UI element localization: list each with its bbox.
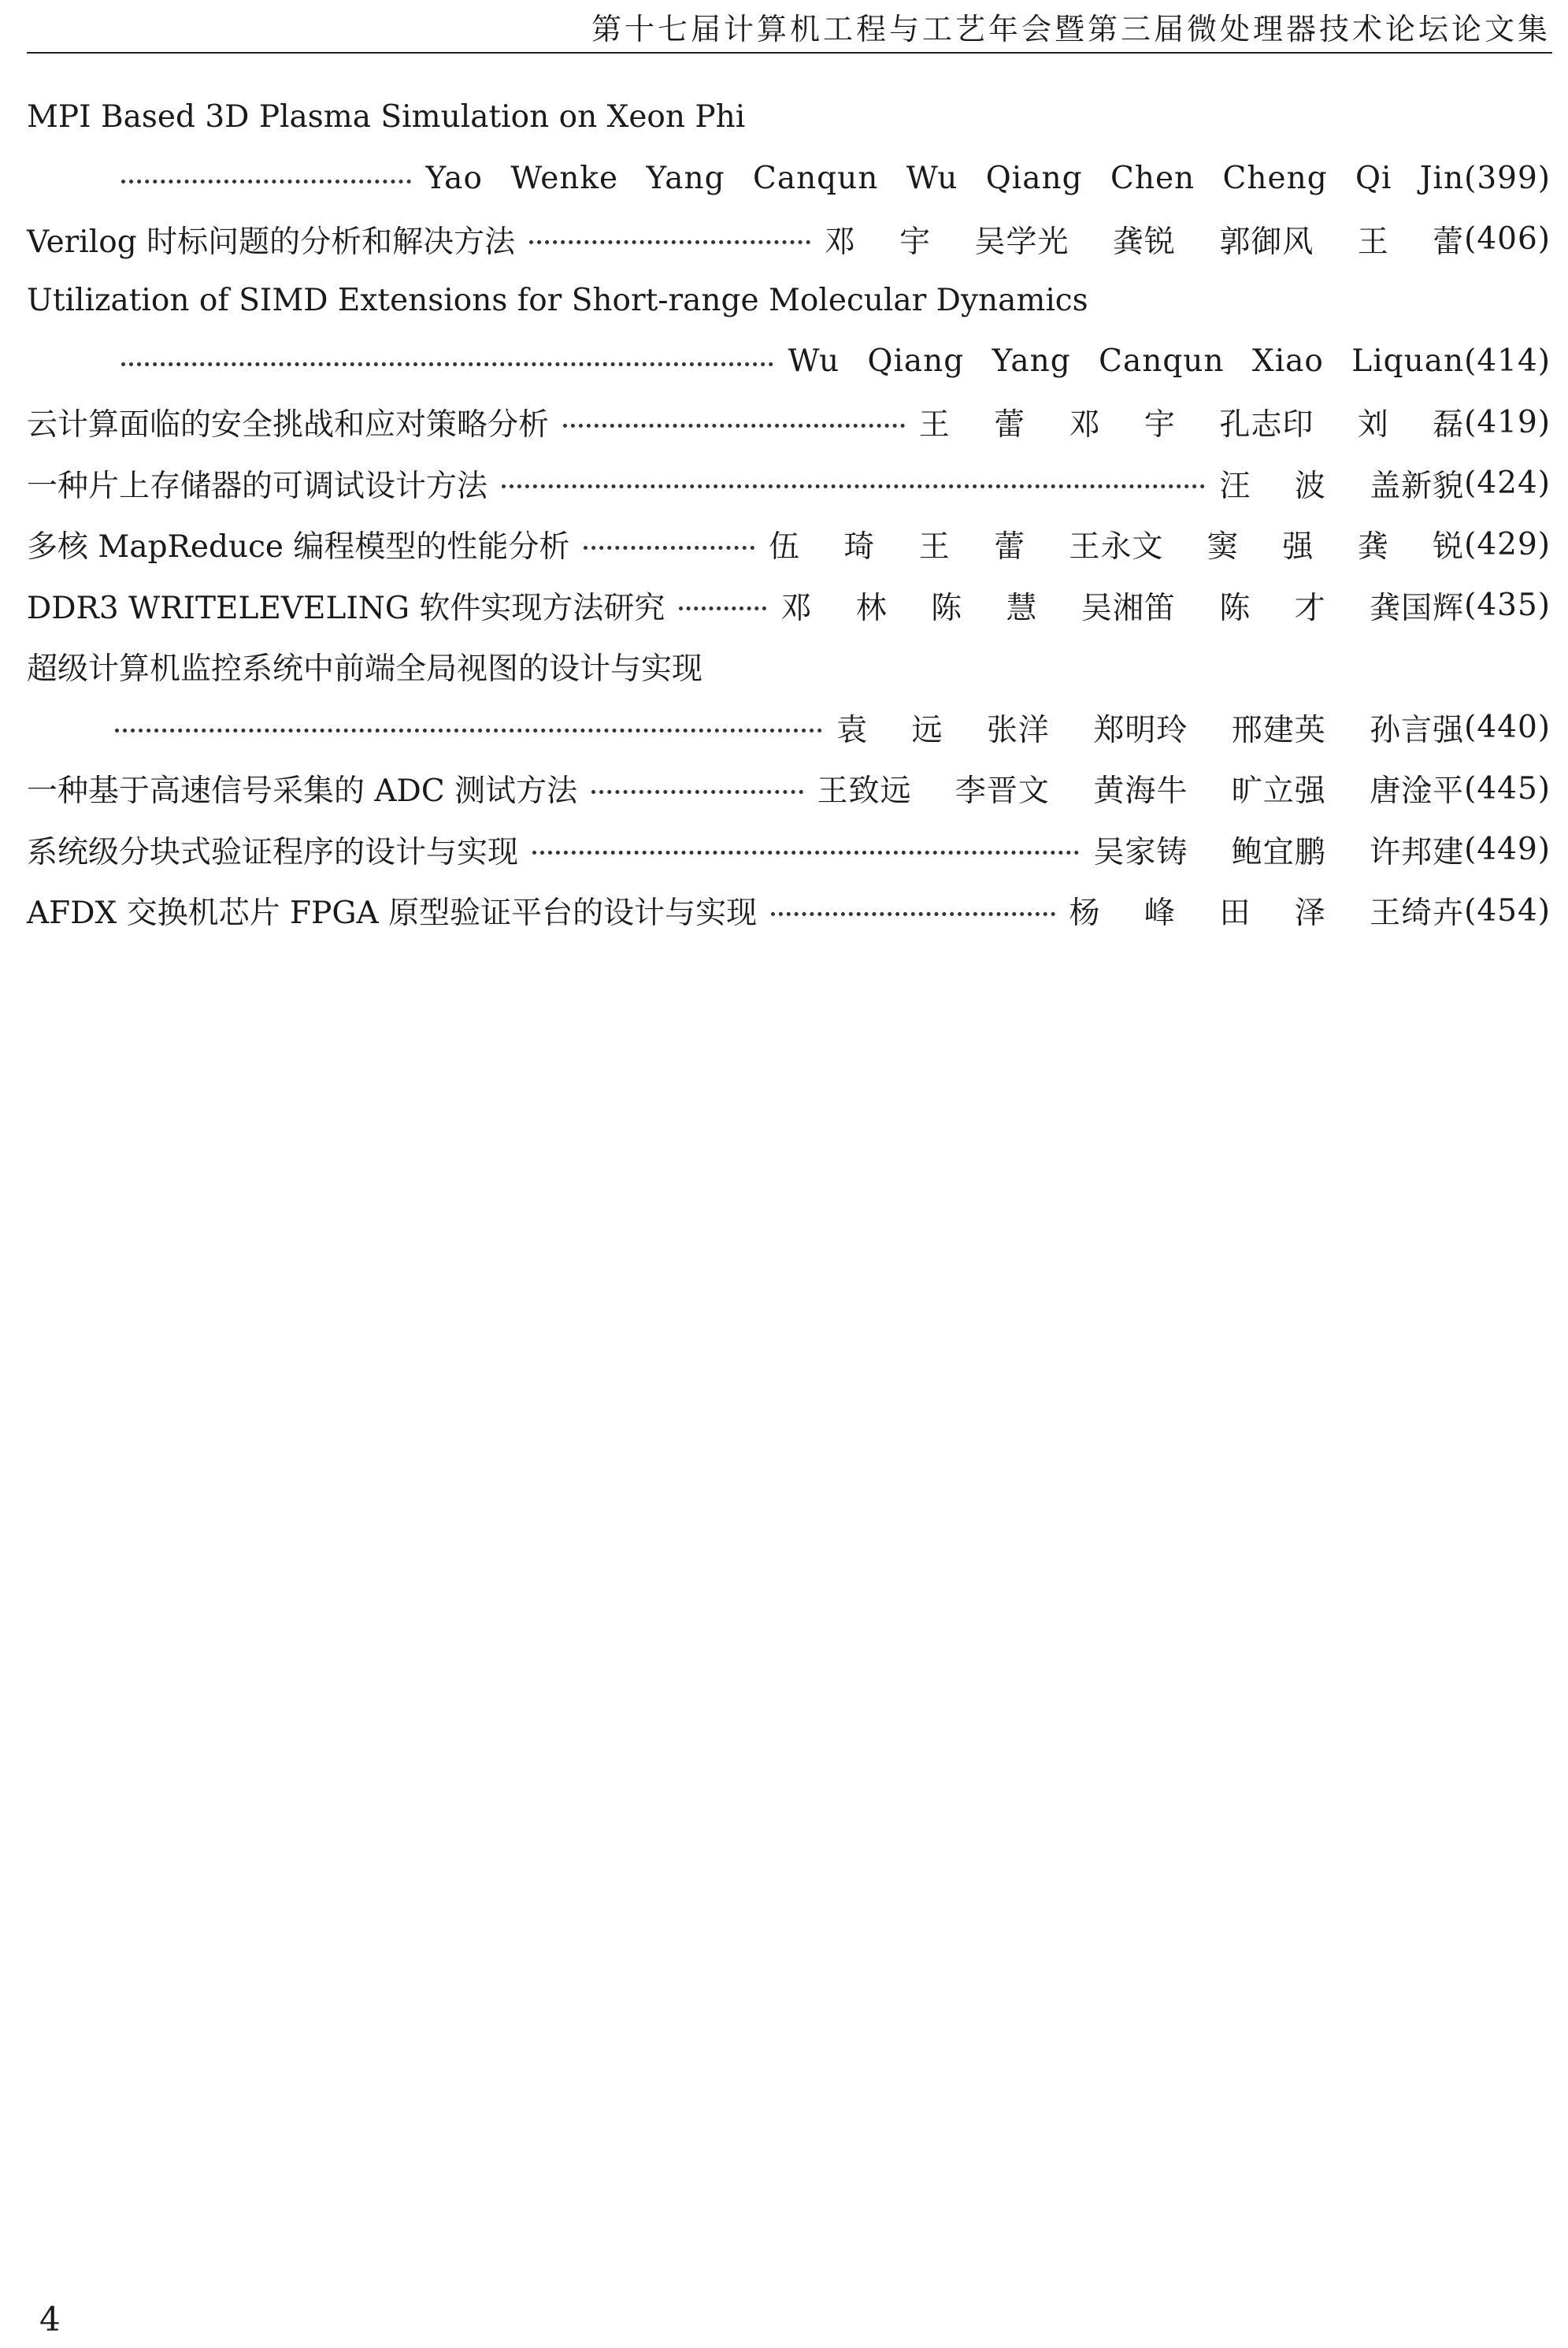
- toc-entry[interactable]: [27, 453, 1551, 514]
- dot-leader: [584, 546, 754, 550]
- dot-leader: [771, 912, 1055, 916]
- dot-leader: [529, 240, 810, 244]
- entry-page: (414): [1464, 343, 1551, 380]
- entry-page: (399): [1464, 160, 1551, 196]
- page-number: 4: [39, 2300, 61, 2339]
- entry-title: Verilog 时标问题的分析和解决方法: [27, 224, 516, 260]
- toc-entry[interactable]: [27, 514, 1551, 576]
- dot-leader: [532, 851, 1079, 855]
- entry-authors: 吴家铸 鲍宜鹏 许邦建: [1093, 834, 1465, 870]
- entry-title: 一种片上存储器的可调试设计方法: [27, 468, 488, 504]
- entry-authors: 杨 峰 田 泽 王绮卉: [1069, 896, 1465, 932]
- entry-authors: 王 蕾 邓 宇 孔志印 刘 磊: [918, 407, 1465, 443]
- entry-page: (440): [1464, 710, 1551, 746]
- dot-leader: [591, 790, 803, 794]
- toc-entry-title-line[interactable]: [27, 270, 1551, 332]
- entry-title: 多核 MapReduce 编程模型的性能分析: [27, 529, 570, 566]
- entry-authors: 邓 宇 吴学光 龚锐 郭御风 王 蕾: [824, 224, 1465, 260]
- entry-authors: 王致远 李晋文 黄海牛 旷立强 唐淦平: [817, 773, 1465, 810]
- entry-page: (424): [1464, 466, 1551, 502]
- entry-authors: Wu Qiang Yang Canqun Xiao Liquan: [788, 343, 1465, 380]
- header-rule: [27, 52, 1552, 54]
- dot-leader: [679, 606, 766, 610]
- toc-entry[interactable]: [27, 881, 1551, 942]
- toc-entry-title-line[interactable]: [27, 87, 1551, 148]
- entry-authors: 伍 琦 王 蕾 王永文 窦 强 龚 锐: [768, 529, 1465, 566]
- dot-leader: [115, 729, 822, 733]
- toc-entry-title-line[interactable]: [27, 636, 1551, 698]
- toc-entry-author-line[interactable]: [27, 331, 1551, 392]
- toc-entry[interactable]: [27, 209, 1551, 270]
- entry-title: 一种基于高速信号采集的 ADC 测试方法: [27, 773, 578, 810]
- entry-title: 超级计算机监控系统中前端全局视图的设计与实现: [27, 651, 703, 688]
- entry-page: (454): [1464, 892, 1551, 929]
- toc-entry[interactable]: [27, 575, 1551, 636]
- running-header: 第十七届计算机工程与工艺年会暨第三届微处理器技术论坛论文集: [591, 12, 1551, 46]
- entry-authors: 袁 远 张洋 郑明玲 邢建英 孙言强: [836, 712, 1465, 748]
- entry-title: MPI Based 3D Plasma Simulation on Xeon Phi: [27, 99, 746, 135]
- toc-entry[interactable]: [27, 392, 1551, 454]
- toc-entry[interactable]: [27, 759, 1551, 820]
- entry-page: (406): [1464, 221, 1551, 258]
- entry-title: 系统级分块式验证程序的设计与实现: [27, 834, 519, 870]
- entry-authors: 邓 林 陈 慧 吴湘笛 陈 才 龚国辉: [780, 590, 1465, 626]
- dot-leader: [121, 362, 773, 366]
- dot-leader: [121, 180, 411, 184]
- entry-title: AFDX 交换机芯片 FPGA 原型验证平台的设计与实现: [27, 896, 758, 932]
- entry-page: (445): [1464, 770, 1551, 807]
- entry-page: (419): [1464, 404, 1551, 440]
- entry-authors: 汪 波 盖新貌: [1219, 468, 1465, 504]
- entry-page: (429): [1464, 526, 1551, 562]
- toc-entry[interactable]: [27, 819, 1551, 881]
- entry-title: Utilization of SIMD Extensions for Short-range Molecular Dynamics: [27, 282, 1088, 318]
- entry-title: 云计算面临的安全挑战和应对策略分析: [27, 407, 550, 443]
- toc-entry-author-line[interactable]: [27, 697, 1551, 759]
- dot-leader: [502, 484, 1205, 488]
- toc-entry-author-line[interactable]: [27, 148, 1551, 210]
- dot-leader: [563, 424, 905, 428]
- entry-page: (435): [1464, 588, 1551, 624]
- entry-page: (449): [1464, 832, 1551, 868]
- entry-authors: Yao Wenke Yang Canqun Wu Qiang Chen Cheng Qi Jin: [425, 160, 1465, 196]
- entry-title: DDR3 WRITELEVELING 软件实现方法研究: [27, 590, 665, 626]
- table-of-contents: [27, 87, 1551, 941]
